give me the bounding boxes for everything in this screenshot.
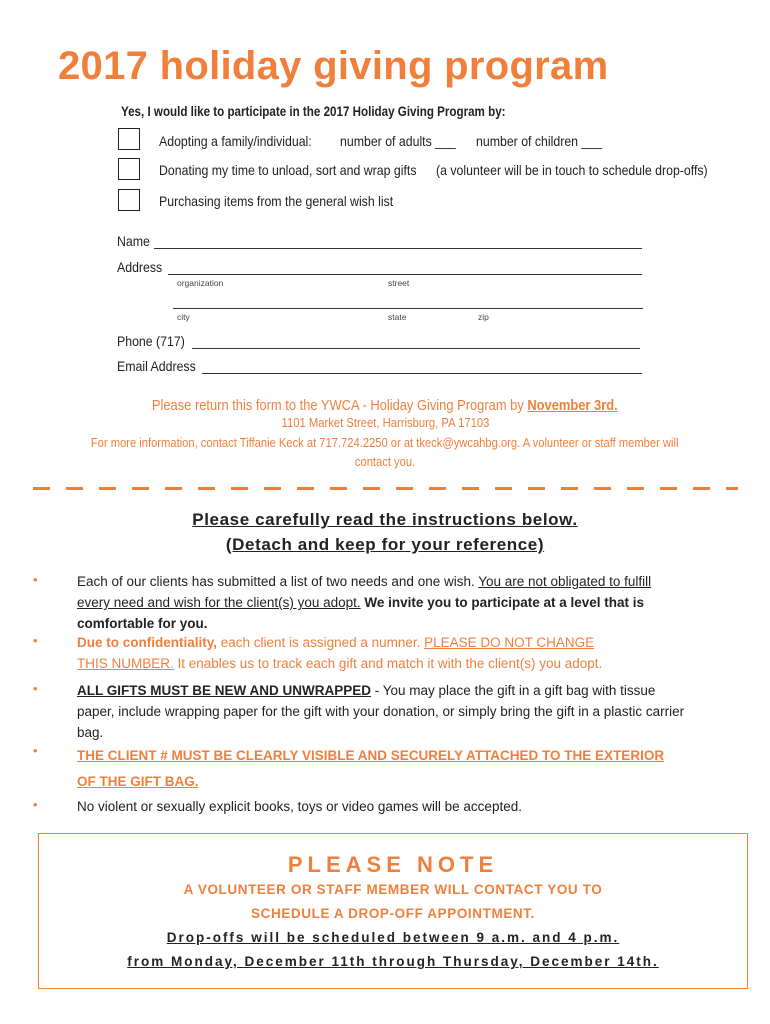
instructions-subheading: (Detach and keep for your reference)	[225, 535, 545, 554]
contact-info-line-2: contact you.	[354, 454, 416, 469]
return-instructions: Please return this form to the YWCA - Holiday Giving Program by November 3rd.	[152, 397, 618, 414]
donate-checkbox[interactable]	[118, 158, 140, 180]
organization-caption: organization	[177, 278, 224, 288]
donate-label: Donating my time to unload, sort and wrap gifts	[159, 162, 417, 178]
bullet-icon: •	[33, 572, 38, 587]
address-field[interactable]	[168, 274, 642, 275]
purchase-label: Purchasing items from the general wish list	[159, 193, 394, 209]
adults-count-field[interactable]: number of adults ___	[340, 133, 456, 149]
adopt-label: Adopting a family/individual:	[159, 133, 312, 149]
note-line-4: from Monday, December 11th through Thursday, December 14th.	[127, 954, 659, 969]
instruction-item-confidentiality: Due to confidentiality, each client is assigned a numner. PLEASE DO NOT CHANGE THIS NUMBER. It enables us to track each gift and match it with the client(s) you adopt.	[77, 635, 603, 671]
return-deadline: November 3rd.	[527, 397, 618, 414]
children-count-field[interactable]: number of children ___	[476, 133, 603, 149]
bullet-icon: •	[33, 633, 38, 648]
email-label: Email Address	[117, 358, 196, 374]
bullet-icon: •	[33, 681, 38, 696]
note-line-2: SCHEDULE A DROP-OFF APPOINTMENT.	[251, 906, 535, 921]
email-field[interactable]	[202, 373, 642, 374]
instruction-item-new-gifts: ALL GIFTS MUST BE NEW AND UNWRAPPED - You may place the gift in a gift bag with tissue paper, include wrapping paper for the gift with your donation, or simply bring the gift in a plastic carrier bag.	[77, 683, 685, 740]
bullet-icon: •	[33, 797, 38, 812]
note-title: PLEASE NOTE	[287, 852, 499, 877]
note-line-1: A VOLUNTEER OR STAFF MEMBER WILL CONTACT YOU TO	[183, 882, 603, 897]
phone-field[interactable]	[192, 348, 640, 349]
name-field[interactable]	[154, 248, 642, 249]
detach-line	[33, 487, 738, 490]
city-caption: city	[177, 312, 190, 322]
note-line-3: Drop-offs will be scheduled between 9 a.m. and 4 p.m.	[166, 930, 620, 945]
street-caption: street	[388, 278, 410, 288]
instruction-item-no-violent: No violent or sexually explicit books, toys or video games will be accepted.	[77, 799, 522, 814]
zip-caption: zip	[478, 312, 489, 322]
intro-text: Yes, I would like to participate in the 2017 Holiday Giving Program by:	[121, 104, 506, 119]
address-line-2-field[interactable]	[173, 308, 643, 309]
state-caption: state	[388, 312, 407, 322]
instructions-heading: Please carefully read the instructions below.	[192, 510, 578, 529]
contact-info-line-1: For more information, contact Tiffanie Keck at 717.724.2250 or at tkeck@ywcahbg.org. A volunteer or staff member will	[91, 435, 679, 450]
page-title: 2017 holiday giving program	[58, 44, 609, 88]
purchase-checkbox[interactable]	[118, 189, 140, 211]
donate-note: (a volunteer will be in touch to schedule drop-offs)	[436, 162, 708, 178]
instruction-item-needs: Each of our clients has submitted a list of two needs and one wish. You are not obligated to fulfill every need and wish for the client(s) you adopt. We invite you to participate at a level that is comfortable for you.	[77, 574, 652, 631]
ywca-address: 1101 Market Street, Harrisburg, PA 17103	[281, 416, 489, 430]
phone-label: Phone (717)	[117, 333, 185, 349]
adopt-checkbox[interactable]	[118, 128, 140, 150]
please-note-box	[38, 833, 748, 989]
name-label: Name	[117, 233, 150, 249]
bullet-icon: •	[33, 743, 38, 758]
address-label: Address	[117, 259, 163, 275]
instruction-item-client-number: THE CLIENT # MUST BE CLEARLY VISIBLE AND SECURELY ATTACHED TO THE EXTERIOR OF THE GIFT BAG.	[77, 748, 665, 789]
